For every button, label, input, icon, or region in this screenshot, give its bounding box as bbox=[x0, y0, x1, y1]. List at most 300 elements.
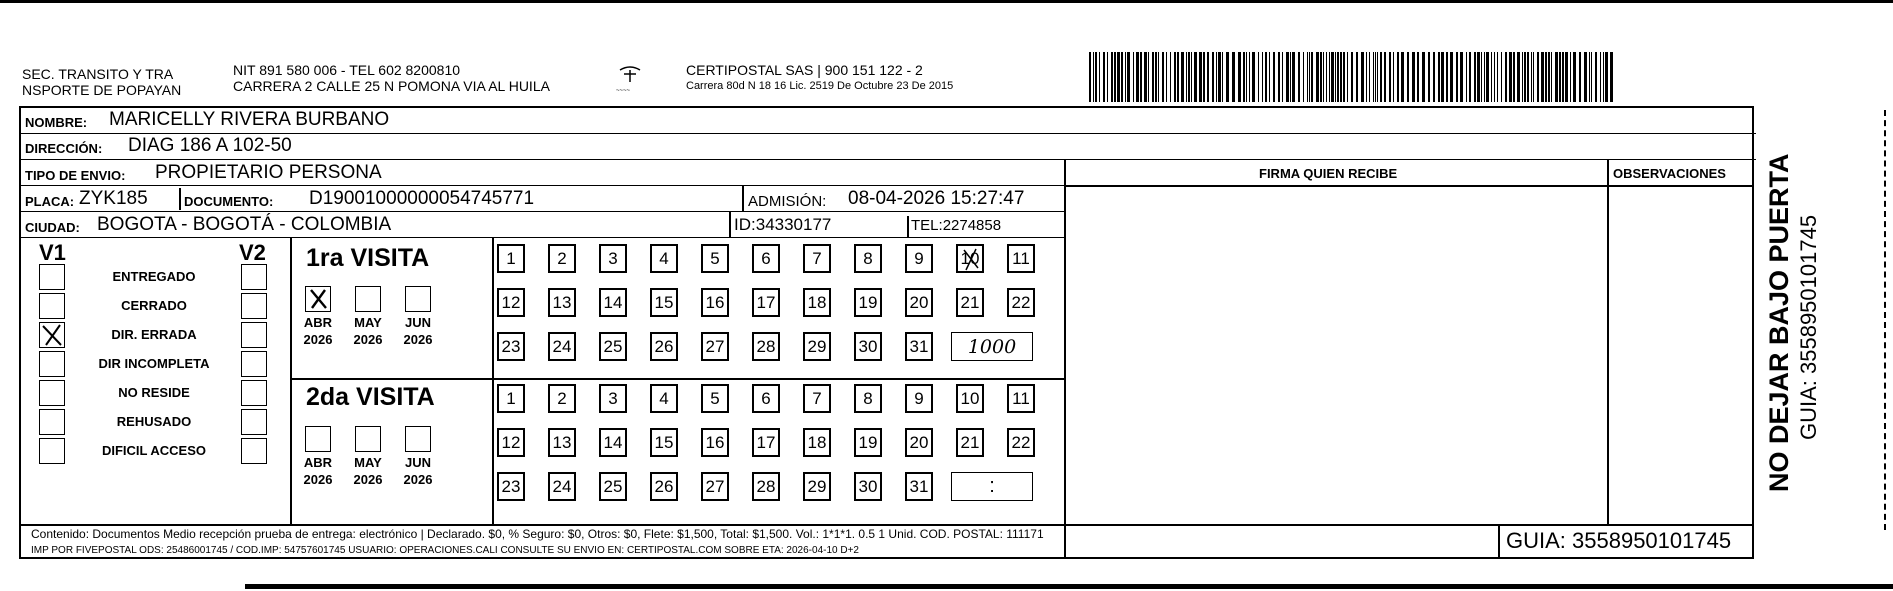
v1-checkbox[interactable] bbox=[39, 351, 65, 377]
day-number: 31 bbox=[909, 336, 929, 356]
day-box[interactable] bbox=[650, 244, 678, 273]
day-box[interactable] bbox=[752, 332, 780, 361]
perforation-line bbox=[1884, 110, 1888, 530]
month-year: 2026 bbox=[353, 472, 383, 487]
day-box[interactable] bbox=[650, 384, 678, 413]
footer-guia: GUIA: 3558950101745 bbox=[1506, 528, 1732, 553]
day-box[interactable] bbox=[803, 384, 831, 413]
bottom-border bbox=[245, 584, 1893, 589]
document: D19001000000054745771 bbox=[309, 188, 535, 209]
day-box[interactable] bbox=[497, 384, 525, 413]
courier-sub: Carrera 80d N 18 16 Lic. 2519 De Octubre 23 De 2015 bbox=[686, 80, 954, 92]
barcode-bar bbox=[1522, 52, 1523, 102]
barcode-bar bbox=[1188, 52, 1190, 102]
admission-divider bbox=[742, 186, 744, 212]
month-name: JUN bbox=[404, 455, 431, 470]
barcode-bar bbox=[1107, 52, 1108, 102]
day-box[interactable] bbox=[497, 428, 525, 457]
day-number: 12 bbox=[501, 432, 521, 452]
day-number: 29 bbox=[807, 336, 827, 356]
barcode-bar bbox=[1541, 52, 1544, 102]
first-visit-title: 1ra VISITA bbox=[306, 244, 430, 272]
time-value: : bbox=[989, 475, 995, 497]
address-label: DIRECCIÓN: bbox=[25, 141, 103, 156]
day-box[interactable] bbox=[650, 332, 678, 361]
day-box[interactable] bbox=[956, 244, 984, 273]
barcode bbox=[1089, 52, 1619, 102]
day-box[interactable] bbox=[905, 288, 933, 317]
month-label bbox=[393, 314, 443, 348]
visit-divider bbox=[291, 378, 1065, 380]
day-number: 4 bbox=[659, 388, 669, 408]
day-number: 24 bbox=[552, 476, 572, 496]
barcode-bar bbox=[1269, 52, 1270, 102]
day-number: 10 bbox=[960, 388, 980, 408]
day-box[interactable] bbox=[854, 472, 882, 501]
barcode-bar bbox=[1262, 52, 1263, 102]
day-number: 22 bbox=[1011, 292, 1031, 312]
day-box[interactable] bbox=[752, 428, 780, 457]
day-box[interactable] bbox=[701, 384, 729, 413]
barcode-bar bbox=[1366, 52, 1367, 102]
plate-divider bbox=[179, 188, 181, 210]
v2-checkbox[interactable] bbox=[241, 351, 267, 377]
day-number: 16 bbox=[705, 292, 725, 312]
day-box[interactable] bbox=[548, 288, 576, 317]
barcode-bar bbox=[1356, 52, 1358, 102]
signature-header: FIRMA QUIEN RECIBE bbox=[1259, 166, 1398, 181]
day-box[interactable] bbox=[905, 244, 933, 273]
v1-checkbox[interactable] bbox=[39, 264, 65, 290]
barcode-bar bbox=[1252, 52, 1255, 102]
barcode-bar bbox=[1335, 52, 1336, 102]
day-number: 2 bbox=[557, 388, 567, 408]
barcode-bar bbox=[1326, 52, 1327, 102]
barcode-bar bbox=[1243, 52, 1245, 102]
row-city bbox=[21, 212, 1065, 238]
barcode-bar bbox=[1527, 52, 1529, 102]
day-box[interactable] bbox=[599, 428, 627, 457]
barcode-bar bbox=[1407, 52, 1409, 102]
day-box[interactable] bbox=[803, 472, 831, 501]
day-number: 25 bbox=[603, 336, 623, 356]
day-number: 7 bbox=[812, 248, 822, 268]
day-box[interactable] bbox=[956, 428, 984, 457]
barcode-bar bbox=[1456, 52, 1458, 102]
barcode-bar bbox=[1186, 52, 1187, 102]
day-box[interactable] bbox=[548, 332, 576, 361]
barcode-bar bbox=[1377, 52, 1378, 102]
day-box[interactable] bbox=[599, 244, 627, 273]
barcode-bar bbox=[1166, 52, 1167, 102]
barcode-bar bbox=[1343, 52, 1345, 102]
barcode-bar bbox=[1218, 52, 1221, 102]
day-box[interactable] bbox=[548, 472, 576, 501]
time-box[interactable] bbox=[951, 332, 1033, 361]
barcode-bar bbox=[1393, 52, 1394, 102]
day-box[interactable] bbox=[854, 428, 882, 457]
day-number: 6 bbox=[761, 388, 771, 408]
day-box[interactable] bbox=[548, 428, 576, 457]
day-number: 24 bbox=[552, 336, 572, 356]
footer-content: Contenido: Documentos Medio recepción prueba de entrega: electrónico | Declarado. $0, % Seguro: $0, Otros: $0, Flete: $1,500, Total: $1,500. Vol.: 1*1*1. 0.5 1 Unid. COD. POSTAL: 111171 bbox=[31, 527, 1044, 541]
barcode-bar bbox=[1433, 52, 1435, 102]
barcode-bar bbox=[1486, 52, 1489, 102]
v2-checkbox[interactable] bbox=[241, 438, 267, 464]
month-year: 2026 bbox=[403, 472, 433, 487]
day-box[interactable] bbox=[803, 288, 831, 317]
day-box[interactable] bbox=[905, 428, 933, 457]
courier-info bbox=[686, 62, 953, 94]
day-box[interactable] bbox=[701, 428, 729, 457]
barcode-bar bbox=[1162, 52, 1164, 102]
day-number: 19 bbox=[858, 432, 878, 452]
ship-type: PROPIETARIO PERSONA bbox=[155, 162, 382, 183]
barcode-bar bbox=[1292, 52, 1295, 102]
day-box[interactable] bbox=[599, 332, 627, 361]
day-number: 2 bbox=[557, 248, 567, 268]
barcode-bar bbox=[1517, 52, 1520, 102]
day-box[interactable] bbox=[701, 332, 729, 361]
barcode-bar bbox=[1265, 52, 1267, 102]
barcode-bar bbox=[1133, 52, 1134, 102]
barcode-bar bbox=[1226, 52, 1229, 102]
day-box[interactable] bbox=[854, 384, 882, 413]
day-number: 20 bbox=[909, 432, 929, 452]
v2-checkbox[interactable] bbox=[241, 322, 267, 348]
month-name: MAY bbox=[354, 315, 382, 330]
barcode-bar bbox=[1469, 52, 1471, 102]
barcode-bar bbox=[1412, 52, 1415, 102]
v1-checkbox[interactable] bbox=[39, 409, 65, 435]
guia-divider bbox=[1498, 524, 1500, 559]
document-label: DOCUMENTO: bbox=[184, 194, 274, 209]
status-right-border bbox=[290, 238, 292, 524]
day-number: 14 bbox=[603, 292, 623, 312]
barcode-bar bbox=[1600, 52, 1601, 102]
barcode-bar bbox=[1207, 52, 1209, 102]
barcode-bar bbox=[1559, 52, 1561, 102]
barcode-bar bbox=[1501, 52, 1502, 102]
courier-line: CERTIPOSTAL SAS | 900 151 122 - 2 bbox=[686, 62, 923, 78]
day-number: 25 bbox=[603, 476, 623, 496]
barcode-bar bbox=[1589, 52, 1590, 102]
entity-name bbox=[22, 66, 181, 98]
tel-label: TEL: bbox=[911, 217, 943, 234]
day-number: 6 bbox=[761, 248, 771, 268]
barcode-bar bbox=[1127, 52, 1130, 102]
day-box[interactable] bbox=[497, 288, 525, 317]
day-number: 4 bbox=[659, 248, 669, 268]
barcode-bar bbox=[1222, 52, 1223, 102]
barcode-bar bbox=[1125, 52, 1126, 102]
day-box[interactable] bbox=[1007, 428, 1035, 457]
day-box[interactable] bbox=[854, 288, 882, 317]
courier-logo-icon bbox=[612, 64, 648, 94]
barcode-bar bbox=[1531, 52, 1532, 102]
time-box[interactable] bbox=[951, 472, 1033, 501]
barcode-bar bbox=[1311, 52, 1313, 102]
row-plate bbox=[21, 186, 1065, 212]
barcode-bar bbox=[1565, 52, 1568, 102]
barcode-bar bbox=[1428, 52, 1430, 102]
recipient-name: MARICELLY RIVERA BURBANO bbox=[109, 109, 390, 130]
day-box[interactable] bbox=[701, 472, 729, 501]
observations-header: OBSERVACIONES bbox=[1613, 166, 1726, 181]
month-name: ABR bbox=[303, 455, 333, 470]
barcode-bar bbox=[1174, 52, 1176, 102]
month-name: MAY bbox=[354, 455, 382, 470]
barcode-bar bbox=[1441, 52, 1444, 102]
v2-checkbox[interactable] bbox=[241, 293, 267, 319]
barcode-bar bbox=[1551, 52, 1552, 102]
barcode-bar bbox=[1320, 52, 1322, 102]
day-box[interactable] bbox=[854, 332, 882, 361]
day-number: 15 bbox=[654, 292, 674, 312]
barcode-bar bbox=[1422, 52, 1425, 102]
day-number: 20 bbox=[909, 292, 929, 312]
day-number: 19 bbox=[858, 292, 878, 312]
city: BOGOTA - BOGOTÁ - COLOMBIA bbox=[97, 214, 392, 235]
barcode-bar bbox=[1595, 52, 1597, 102]
status-option-label: DIFICIL ACCESO bbox=[101, 443, 206, 458]
barcode-bar bbox=[1417, 52, 1419, 102]
barcode-bar bbox=[1460, 52, 1463, 102]
day-box[interactable] bbox=[956, 288, 984, 317]
day-number: 30 bbox=[858, 336, 878, 356]
v1-checkbox[interactable] bbox=[39, 438, 65, 464]
day-box[interactable] bbox=[752, 288, 780, 317]
day-number: 9 bbox=[914, 248, 924, 268]
barcode-bar bbox=[1148, 52, 1149, 102]
barcode-bar bbox=[1144, 52, 1147, 102]
month-year: 2026 bbox=[303, 472, 333, 487]
day-box[interactable] bbox=[905, 332, 933, 361]
barcode-bar bbox=[1389, 52, 1391, 102]
footer-imp: IMP POR FIVEPOSTAL ODS: 25486001745 / COD.IMP: 54757601745 USUARIO: OPERACIONES.CALI CONSULTE SU ENVIO EN: CERTIPOSTAL.COM SOBRE ETA: 2026-04-10 D+2 bbox=[31, 545, 859, 556]
day-box[interactable] bbox=[752, 472, 780, 501]
status-option-label: DIR. ERRADA bbox=[111, 327, 197, 342]
month-checkbox[interactable] bbox=[305, 426, 331, 452]
barcode-bar bbox=[1573, 52, 1576, 102]
barcode-bar bbox=[1380, 52, 1382, 102]
tel-value: 2274858 bbox=[942, 217, 1002, 234]
side-guia: GUIA: 3558950101745 bbox=[1796, 214, 1821, 440]
barcode-bar bbox=[1329, 52, 1330, 102]
barcode-bar bbox=[1298, 52, 1300, 102]
address-line: CARRERA 2 CALLE 25 N POMONA VIA AL HUILA bbox=[233, 78, 550, 94]
barcode-bar bbox=[1199, 52, 1202, 102]
day-box[interactable] bbox=[497, 244, 525, 273]
day-box[interactable] bbox=[701, 244, 729, 273]
barcode-bar bbox=[1375, 52, 1376, 102]
day-box[interactable] bbox=[497, 472, 525, 501]
barcode-bar bbox=[1570, 52, 1571, 102]
month-name: ABR bbox=[303, 315, 333, 330]
day-number: 3 bbox=[608, 248, 618, 268]
barcode-bar bbox=[1307, 52, 1308, 102]
barcode-bar bbox=[1361, 52, 1364, 102]
day-number: 23 bbox=[501, 336, 521, 356]
barcode-bar bbox=[1545, 52, 1547, 102]
barcode-bar bbox=[1316, 52, 1319, 102]
day-number: 3 bbox=[608, 388, 618, 408]
day-box[interactable] bbox=[650, 472, 678, 501]
month-label bbox=[343, 314, 393, 348]
day-box[interactable] bbox=[1007, 244, 1035, 273]
barcode-bar bbox=[1347, 52, 1348, 102]
day-number: 10 bbox=[960, 248, 980, 268]
barcode-bar bbox=[1095, 52, 1097, 102]
day-box[interactable] bbox=[803, 428, 831, 457]
barcode-bar bbox=[1584, 52, 1587, 102]
admission-date: 08-04-2026 15:27:47 bbox=[848, 188, 1025, 209]
day-number: 26 bbox=[654, 336, 674, 356]
barcode-bar bbox=[1238, 52, 1241, 102]
barcode-bar bbox=[1286, 52, 1289, 102]
barcode-bar bbox=[1466, 52, 1467, 102]
day-number: 28 bbox=[756, 336, 776, 356]
status-option-label: NO RESIDE bbox=[118, 385, 190, 400]
day-number: 13 bbox=[552, 432, 572, 452]
day-box[interactable] bbox=[650, 428, 678, 457]
day-box[interactable] bbox=[548, 384, 576, 413]
side-warning: NO DEJAR BAJO PUERTA bbox=[1764, 153, 1794, 492]
barcode-bar bbox=[1099, 52, 1100, 102]
barcode-bar bbox=[1303, 52, 1304, 102]
month-checkbox[interactable] bbox=[355, 426, 381, 452]
day-number: 28 bbox=[756, 476, 776, 496]
day-number: 17 bbox=[756, 432, 776, 452]
day-box[interactable] bbox=[854, 244, 882, 273]
day-box[interactable] bbox=[599, 472, 627, 501]
day-number: 21 bbox=[960, 432, 980, 452]
barcode-bar bbox=[1505, 52, 1507, 102]
month-checkbox[interactable] bbox=[405, 286, 431, 312]
status-option-label: ENTREGADO bbox=[112, 269, 196, 284]
barcode-bar bbox=[1548, 52, 1550, 102]
barcode-bar bbox=[1351, 52, 1353, 102]
day-box[interactable] bbox=[752, 384, 780, 413]
status-option-label: REHUSADO bbox=[116, 414, 192, 429]
barcode-bar bbox=[1401, 52, 1404, 102]
day-box[interactable] bbox=[497, 332, 525, 361]
day-number: 17 bbox=[756, 292, 776, 312]
barcode-bar bbox=[1111, 52, 1113, 102]
nit-line: NIT 891 580 006 - TEL 602 8200810 bbox=[233, 62, 461, 78]
v2-checkbox[interactable] bbox=[241, 409, 267, 435]
day-number: 26 bbox=[654, 476, 674, 496]
barcode-bar bbox=[1216, 52, 1217, 102]
v2-checkbox[interactable] bbox=[241, 380, 267, 406]
day-box[interactable] bbox=[905, 472, 933, 501]
month-name: JUN bbox=[404, 315, 431, 330]
barcode-bar bbox=[1181, 52, 1184, 102]
plate: ZYK185 bbox=[79, 188, 148, 209]
day-box[interactable] bbox=[650, 288, 678, 317]
second-visit-title: 2da VISITA bbox=[306, 383, 435, 411]
entity-line-2: NSPORTE DE POPAYAN bbox=[22, 82, 182, 98]
delivery-form bbox=[19, 106, 1754, 559]
day-number: 1 bbox=[506, 388, 516, 408]
day-number: 31 bbox=[909, 476, 929, 496]
barcode-bar bbox=[1509, 52, 1512, 102]
day-box[interactable] bbox=[803, 332, 831, 361]
day-number: 13 bbox=[552, 292, 572, 312]
day-number: 18 bbox=[807, 432, 827, 452]
day-number: 11 bbox=[1012, 388, 1030, 408]
barcode-bar bbox=[1117, 52, 1120, 102]
id-divider bbox=[729, 212, 731, 238]
day-box[interactable] bbox=[1007, 288, 1035, 317]
month-checkbox[interactable] bbox=[305, 286, 331, 312]
day-box[interactable] bbox=[905, 384, 933, 413]
barcode-bar bbox=[1232, 52, 1235, 102]
day-number: 11 bbox=[1012, 248, 1030, 268]
barcode-bar bbox=[1212, 52, 1214, 102]
id-label: ID: bbox=[734, 215, 756, 234]
month-year: 2026 bbox=[403, 332, 433, 347]
barcode-bar bbox=[1114, 52, 1116, 102]
day-box[interactable] bbox=[752, 244, 780, 273]
time-value: 1000 bbox=[967, 335, 1017, 358]
barcode-bar bbox=[1533, 52, 1534, 102]
v1-checkbox[interactable] bbox=[39, 293, 65, 319]
barcode-bar bbox=[1177, 52, 1179, 102]
barcode-bar bbox=[1290, 52, 1291, 102]
plate-label: PLACA: bbox=[25, 194, 75, 209]
day-box[interactable] bbox=[1007, 384, 1035, 413]
tel-divider bbox=[907, 216, 909, 238]
barcode-bar bbox=[1158, 52, 1159, 102]
barcode-bar bbox=[1513, 52, 1515, 102]
v1-checkbox[interactable] bbox=[39, 322, 65, 348]
barcode-bar bbox=[1203, 52, 1205, 102]
v1-label: V1 bbox=[39, 240, 66, 265]
month-label bbox=[343, 454, 393, 488]
barcode-bar bbox=[1155, 52, 1157, 102]
day-box[interactable] bbox=[599, 384, 627, 413]
header-underline bbox=[1065, 185, 1754, 187]
city-label: CIUDAD: bbox=[25, 220, 80, 235]
month-checkbox[interactable] bbox=[405, 426, 431, 452]
barcode-bar bbox=[1524, 52, 1526, 102]
visit-months-right-border bbox=[492, 238, 494, 524]
v2-checkbox[interactable] bbox=[241, 264, 267, 290]
day-box[interactable] bbox=[701, 288, 729, 317]
barcode-bar bbox=[1438, 52, 1440, 102]
day-number: 12 bbox=[501, 292, 521, 312]
barcode-bar bbox=[1537, 52, 1539, 102]
row-name bbox=[21, 108, 1756, 134]
barcode-bar bbox=[1491, 52, 1492, 102]
entity-contact bbox=[233, 62, 550, 94]
day-box[interactable] bbox=[803, 244, 831, 273]
month-checkbox[interactable] bbox=[355, 286, 381, 312]
barcode-bar bbox=[1373, 52, 1374, 102]
day-box[interactable] bbox=[599, 288, 627, 317]
day-box[interactable] bbox=[548, 244, 576, 273]
day-box[interactable] bbox=[956, 384, 984, 413]
barcode-bar bbox=[1191, 52, 1192, 102]
v1-checkbox[interactable] bbox=[39, 380, 65, 406]
v2-label: V2 bbox=[239, 240, 266, 265]
barcode-bar bbox=[1140, 52, 1142, 102]
footer-top-border bbox=[21, 524, 1752, 526]
barcode-bar bbox=[1152, 52, 1154, 102]
barcode-bar bbox=[1477, 52, 1480, 102]
barcode-bar bbox=[1282, 52, 1283, 102]
